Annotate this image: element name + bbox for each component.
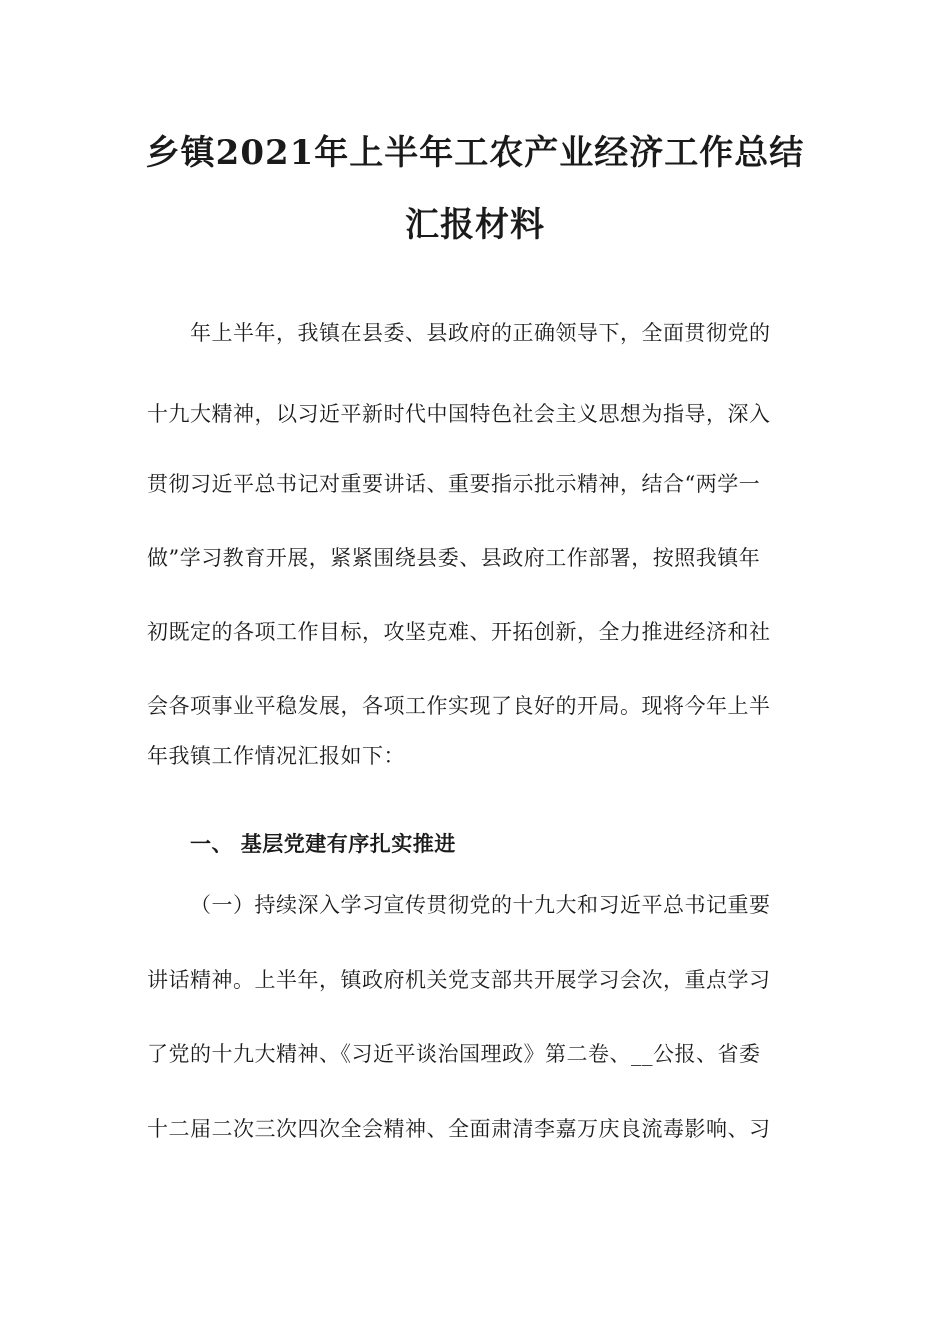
section-heading: 一、 基层党建有序扎实推进 xyxy=(190,831,456,856)
body-line-4: 做”学习教育开展，紧紧围绕县委、县政府工作部署，按照我镇年 xyxy=(147,546,761,570)
body-line-1: 年上半年，我镇在县委、县政府的正确领导下，全面贯彻党的 xyxy=(190,321,771,345)
body-line-7: 年我镇工作情况汇报如下： xyxy=(147,744,405,768)
body-line-3: 贯彻习近平总书记对重要讲话、重要指示批示精神，结合“两学一 xyxy=(147,472,761,496)
body-line-12: 十二届二次三次四次全会精神、全面肃清李嘉万庆良流毒影响、习 xyxy=(147,1117,771,1141)
body-line-9: （一）持续深入学习宣传贯彻党的十九大和习近平总书记重要 xyxy=(190,893,771,917)
body-line-11: 了党的十九大精神、《习近平谈治国理政》第二卷、__公报、省委 xyxy=(147,1042,761,1066)
body-line-5: 初既定的各项工作目标，攻坚克难、开拓创新，全力推进经济和社 xyxy=(147,620,771,644)
body-line-2: 十九大精神，以习近平新时代中国特色社会主义思想为指导，深入 xyxy=(147,402,771,426)
document-title-line-1: 乡镇2021年上半年工农产业经济工作总结 xyxy=(145,133,805,173)
document-title-line-2: 汇报材料 xyxy=(405,205,545,245)
body-line-10: 讲话精神。上半年，镇政府机关党支部共开展学习会次，重点学习 xyxy=(147,968,771,992)
body-line-6: 会各项事业平稳发展，各项工作实现了良好的开局。现将今年上半 xyxy=(147,694,771,718)
